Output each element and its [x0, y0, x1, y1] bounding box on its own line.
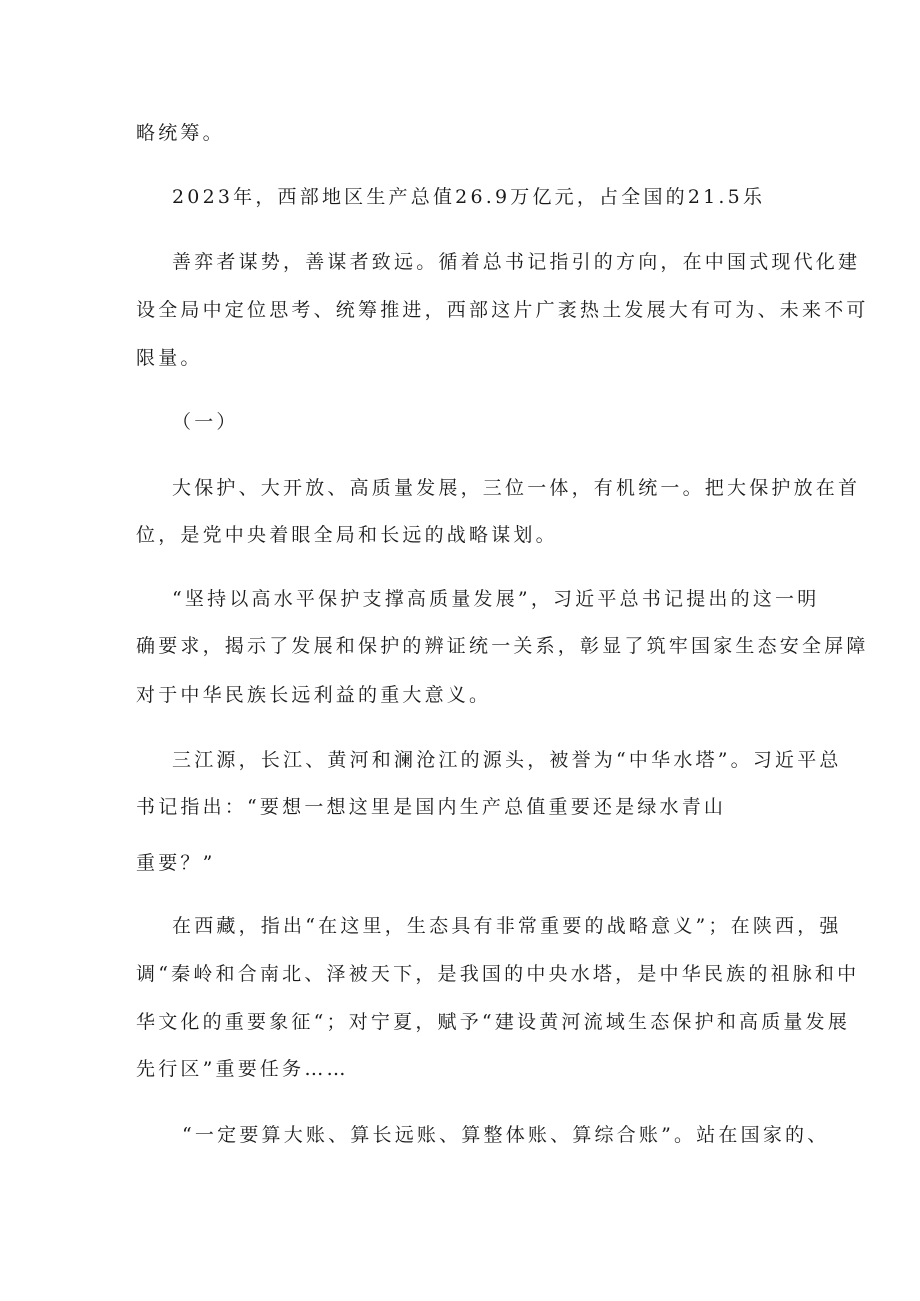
- text-line: 书记指出：“要想一想这里是国内生产总值重要还是绿水青山: [136, 796, 727, 818]
- text-line: 三江源，长江、黄河和澜沧江的源头，被誉为“中华水塔”。习近平总: [172, 749, 842, 771]
- text-line: 位，是党中央着眼全局和长远的战略谋划。: [136, 524, 558, 546]
- text-line: “一定要算大账、算长远账、算整体账、算综合账”。站在国家的、: [182, 1124, 830, 1146]
- text-line: 对于中华民族长远利益的重大意义。: [136, 684, 492, 706]
- text-line: 调“秦岭和合南北、泽被天下，是我国的中央水塔，是中华民族的祖脉和中: [136, 963, 860, 985]
- text-line: 重要？”: [136, 852, 216, 874]
- text-line: 限量。: [136, 347, 203, 369]
- text-line: 善弈者谋势，善谋者致远。循着总书记指引的方向，在中国式现代化建: [172, 251, 861, 273]
- text-line: 先行区”重要任务……: [136, 1058, 349, 1080]
- text-line: “坚持以高水平保护支撑高质量发展”，习近平总书记提出的这一明: [172, 588, 820, 610]
- section-heading: （一）: [172, 411, 239, 433]
- text-line: 确要求，揭示了发展和保护的辨证统一关系，彰显了筑牢国家生态安全屏障: [136, 635, 869, 657]
- text-line: 略统筹。: [136, 122, 225, 144]
- text-line: 华文化的重要象征“；对宁夏，赋予“建设黄河流域生态保护和高质量发展: [136, 1011, 851, 1033]
- text-line: 2023年，西部地区生产总值26.9万亿元，占全国的21.5乐: [172, 186, 766, 208]
- text-line: 在西藏，指出“在这里，生态具有非常重要的战略意义”；在陕西，强: [172, 915, 842, 937]
- text-line: 设全局中定位思考、统筹推进，西部这片广袤热土发展大有可为、未来不可: [136, 299, 869, 321]
- text-line: 大保护、大开放、高质量发展，三位一体，有机统一。把大保护放在首: [172, 477, 861, 499]
